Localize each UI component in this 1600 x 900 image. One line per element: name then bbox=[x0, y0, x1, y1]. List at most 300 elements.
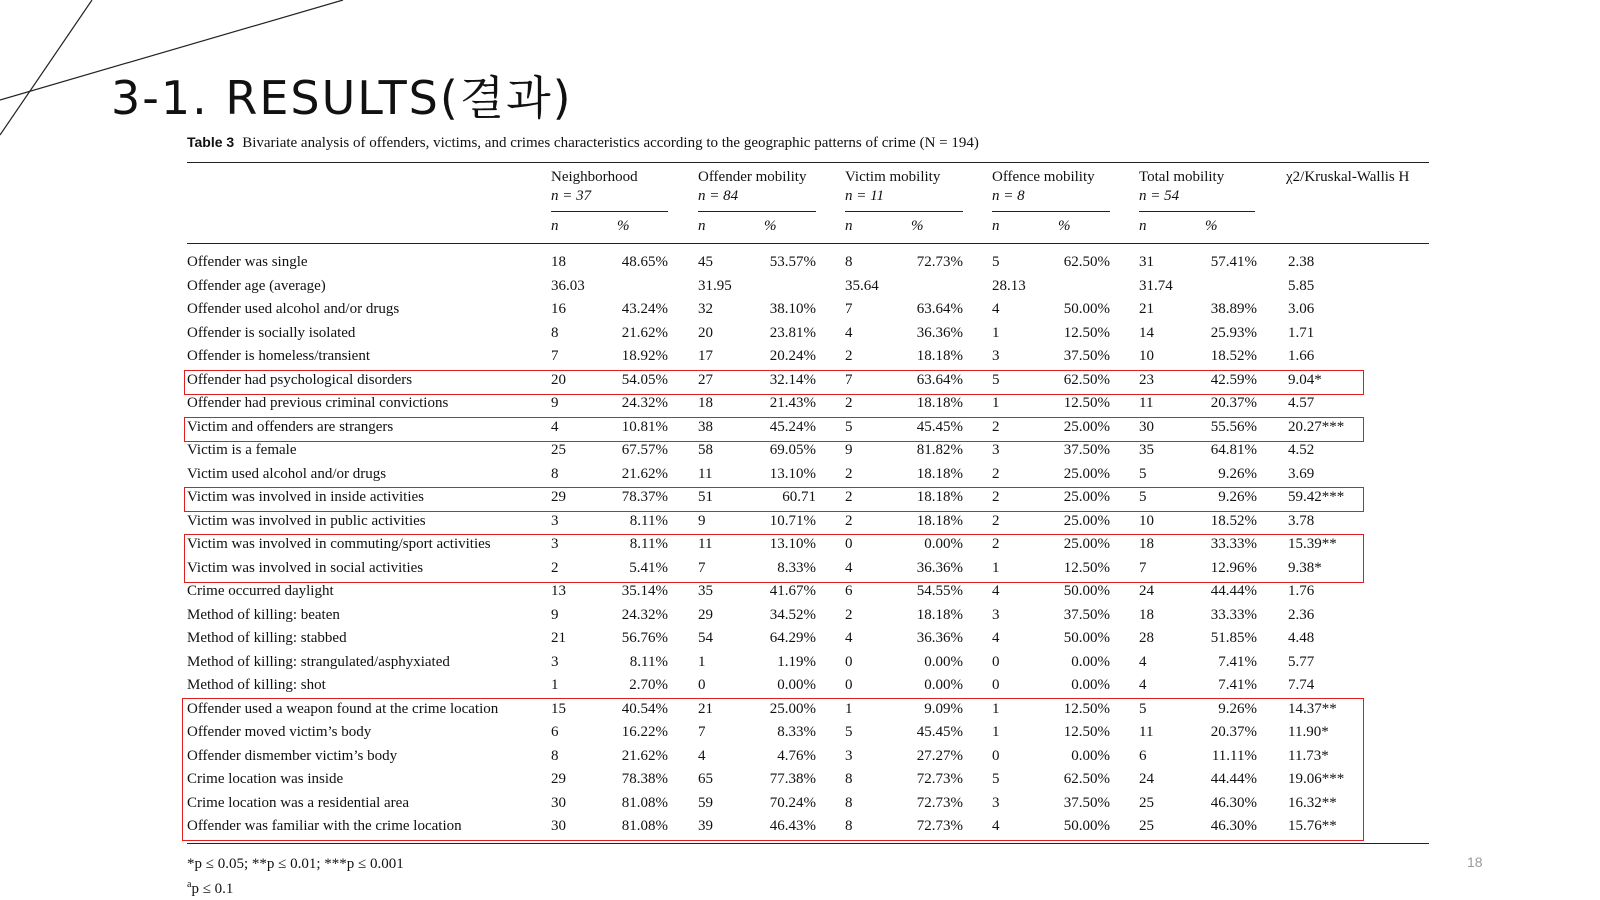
table-cell: 64.81% bbox=[1210, 442, 1257, 458]
table-cell: 25.00% bbox=[1063, 465, 1110, 482]
table-cell: 62.50% bbox=[1063, 371, 1110, 388]
table-row bbox=[0, 322, 1600, 346]
table-cell: 27 bbox=[698, 371, 713, 388]
row-label: Method of killing: stabbed bbox=[187, 630, 347, 646]
row-label: Offender used a weapon found at the crime location bbox=[187, 700, 499, 717]
table-cell: 18 bbox=[698, 395, 713, 411]
subheader-pct: % bbox=[764, 218, 777, 234]
table-cell: 2 bbox=[992, 465, 1000, 482]
table-row bbox=[0, 651, 1600, 675]
table-cell: 7.41% bbox=[1218, 653, 1257, 670]
table-cell: 17 bbox=[698, 348, 713, 364]
table-cell: 3 bbox=[992, 794, 1000, 811]
table-cell: 7.74 bbox=[1288, 677, 1315, 693]
table-cell: 18.18% bbox=[916, 395, 963, 411]
table-cell: 1.19% bbox=[777, 653, 816, 670]
table-cell: 72.73% bbox=[916, 818, 963, 834]
footnote-trend: $^a$p ≤ 0.1 bbox=[187, 879, 234, 897]
table-cell: 0 bbox=[992, 653, 1000, 670]
table-cell: 33.33% bbox=[1210, 606, 1257, 623]
table-cell: 31.95 bbox=[698, 277, 732, 294]
row-label: Offender was familiar with the crime location bbox=[187, 818, 462, 834]
table-cell: 23 bbox=[1139, 371, 1154, 388]
row-label: Crime location was inside bbox=[187, 771, 344, 787]
table-cell: 28.13 bbox=[992, 277, 1026, 294]
table-cell: 7 bbox=[698, 724, 706, 740]
table-cell: 29 bbox=[698, 606, 713, 623]
row-label: Victim was involved in social activities bbox=[187, 559, 424, 576]
table-cell: 1.76 bbox=[1288, 583, 1315, 599]
table-cell: 78.38% bbox=[621, 771, 668, 787]
row-label: Victim was involved in inside activities bbox=[187, 489, 424, 505]
table-row bbox=[0, 510, 1600, 534]
table-cell: 32 bbox=[698, 301, 713, 317]
table-cell: 45.24% bbox=[769, 418, 816, 435]
table-cell: 0 bbox=[845, 677, 853, 693]
table-cell: 44.44% bbox=[1210, 771, 1257, 787]
table-cell: 0 bbox=[845, 653, 853, 670]
table-cell: 36.36% bbox=[916, 559, 963, 576]
table-cell: 81.08% bbox=[621, 794, 668, 811]
row-label: Method of killing: strangulated/asphyxiated bbox=[187, 653, 450, 670]
table-cell: 54 bbox=[698, 630, 713, 646]
table-cell: 2.38 bbox=[1288, 254, 1315, 270]
table-cell: 20.37% bbox=[1210, 395, 1257, 411]
row-label: Offender had previous criminal convictions bbox=[187, 395, 449, 411]
table-cell: 5 bbox=[992, 771, 1000, 787]
table-cell: 31 bbox=[1139, 254, 1154, 270]
table-cell: 3.78 bbox=[1288, 512, 1315, 529]
group-underline bbox=[1139, 211, 1255, 212]
table-cell: 45.45% bbox=[916, 418, 963, 435]
table-cell: 65 bbox=[698, 771, 713, 787]
table-cell: 2 bbox=[845, 465, 853, 482]
row-label: Victim was involved in commuting/sport activities bbox=[187, 536, 491, 552]
table-cell: 38.10% bbox=[769, 301, 816, 317]
subheader-pct: % bbox=[1205, 218, 1218, 234]
table-cell: 11 bbox=[1139, 395, 1154, 411]
group-underline bbox=[698, 211, 816, 212]
row-label: Method of killing: beaten bbox=[187, 606, 340, 623]
table-cell: 8 bbox=[845, 794, 853, 811]
stat-header: χ2/Kruskal-Wallis H bbox=[1286, 169, 1410, 185]
table-cell: 21 bbox=[698, 700, 713, 717]
table-cell: 18.18% bbox=[916, 606, 963, 623]
table-row bbox=[0, 298, 1600, 322]
table-cell: 4 bbox=[551, 418, 559, 435]
table-cell: 4 bbox=[1139, 653, 1147, 670]
table-cell: 1.66 bbox=[1288, 348, 1315, 364]
table-cell: 9.26% bbox=[1218, 489, 1257, 505]
table-cell: 0 bbox=[698, 677, 706, 693]
table-cell: 53.57% bbox=[769, 254, 816, 270]
table-cell: 72.73% bbox=[916, 794, 963, 811]
table-cell: 9 bbox=[845, 442, 853, 458]
table-cell: 5 bbox=[992, 254, 1000, 270]
subheader-pct: % bbox=[1058, 218, 1071, 234]
table-cell: 43.24% bbox=[621, 301, 668, 317]
subheader-n: n bbox=[1139, 218, 1147, 234]
table-row bbox=[0, 345, 1600, 369]
table-cell: 21 bbox=[551, 630, 566, 646]
table-cell: 5.85 bbox=[1288, 277, 1315, 294]
table-cell: 25 bbox=[1139, 818, 1154, 834]
table-cell: 40.54% bbox=[621, 700, 668, 717]
table-cell: 3 bbox=[551, 653, 559, 670]
table-cell: 4 bbox=[698, 747, 706, 764]
table-cell: 1 bbox=[551, 677, 559, 693]
table-cell: 59 bbox=[698, 794, 713, 811]
table-cell: 9 bbox=[698, 512, 706, 529]
table-cell: 11.73* bbox=[1288, 747, 1329, 764]
table-cell: 24 bbox=[1139, 583, 1154, 599]
group-underline bbox=[992, 211, 1110, 212]
table-cell: 4 bbox=[992, 583, 1000, 599]
table-caption-label: Table 3 bbox=[187, 134, 235, 150]
table-cell: 81.08% bbox=[621, 818, 668, 834]
group-header-total-mobility: Total mobility n = 54 bbox=[1139, 169, 1225, 204]
table-caption-text: Bivariate analysis of offenders, victims, and crimes characteristics according to the geographic patterns of crime (N = 194) bbox=[242, 135, 979, 151]
table-cell: 9.09% bbox=[924, 700, 963, 717]
table-cell: 4 bbox=[845, 559, 853, 576]
table-cell: 29 bbox=[551, 771, 566, 787]
table-cell: 8.11% bbox=[629, 653, 668, 670]
table-cell: 13.10% bbox=[769, 465, 816, 482]
table-cell: 9 bbox=[551, 606, 559, 623]
table-cell: 8.11% bbox=[629, 536, 668, 552]
table-cell: 67.57% bbox=[621, 442, 668, 458]
table-cell: 1 bbox=[845, 700, 853, 717]
table-cell: 13 bbox=[551, 583, 566, 599]
table-cell: 21 bbox=[1139, 301, 1154, 317]
table-cell: 18.92% bbox=[621, 348, 668, 364]
table-cell: 5.77 bbox=[1288, 653, 1315, 670]
table-cell: 0.00% bbox=[924, 677, 963, 693]
table-cell: 78.37% bbox=[621, 489, 668, 505]
group-header-neighborhood: Neighborhood n = 37 bbox=[551, 169, 638, 204]
table-cell: 12.50% bbox=[1063, 324, 1110, 341]
row-label: Crime location was a residential area bbox=[187, 794, 409, 811]
table-cell: 36.36% bbox=[916, 324, 963, 341]
row-label: Victim is a female bbox=[187, 442, 297, 458]
table-cell: 7 bbox=[845, 301, 853, 317]
table-cell: 55.56% bbox=[1210, 418, 1257, 435]
table-cell: 25.00% bbox=[1063, 418, 1110, 435]
table-cell: 1 bbox=[992, 724, 1000, 740]
table-cell: 14 bbox=[1139, 324, 1154, 341]
table-cell: 70.24% bbox=[769, 794, 816, 811]
row-label: Victim used alcohol and/or drugs bbox=[187, 465, 387, 482]
table-cell: 12.50% bbox=[1063, 395, 1110, 411]
table-cell: 36.03 bbox=[551, 277, 585, 294]
row-label: Offender age (average) bbox=[187, 277, 326, 294]
subheader-n: n bbox=[845, 218, 853, 234]
table-cell: 63.64% bbox=[916, 371, 963, 388]
highlight-box bbox=[184, 534, 1364, 583]
footnote-significance: *p ≤ 0.05; **p ≤ 0.01; ***p ≤ 0.001 bbox=[187, 856, 404, 872]
table-cell: 18 bbox=[1139, 606, 1154, 623]
table-cell: 4.48 bbox=[1288, 630, 1315, 646]
table-cell: 15.76** bbox=[1288, 818, 1337, 834]
table-cell: 18.18% bbox=[916, 348, 963, 364]
table-cell: 30 bbox=[551, 794, 566, 811]
table-row bbox=[0, 439, 1600, 463]
table-cell: 45 bbox=[698, 254, 713, 270]
table-cell: 16.22% bbox=[621, 724, 668, 740]
highlight-box bbox=[184, 417, 1364, 442]
row-label: Offender was single bbox=[187, 254, 308, 270]
table-cell: 1.71 bbox=[1288, 324, 1315, 341]
row-label: Victim and offenders are strangers bbox=[187, 418, 394, 435]
table-cell: 8.33% bbox=[777, 559, 816, 576]
table-cell: 3 bbox=[992, 606, 1000, 623]
subheader-n: n bbox=[551, 218, 559, 234]
table-cell: 3 bbox=[551, 512, 559, 529]
table-cell: 12.50% bbox=[1063, 724, 1110, 740]
table-cell: 4 bbox=[845, 324, 853, 341]
table-row bbox=[0, 604, 1600, 628]
table-caption bbox=[187, 134, 979, 152]
table-cell: 48.65% bbox=[621, 254, 668, 270]
table-cell: 25.93% bbox=[1210, 324, 1257, 341]
table-row bbox=[0, 674, 1600, 698]
subheader-pct: % bbox=[617, 218, 630, 234]
table-cell: 21.62% bbox=[621, 324, 668, 341]
table-cell: 4.76% bbox=[777, 747, 816, 764]
table-cell: 18 bbox=[1139, 536, 1154, 552]
table-cell: 25.00% bbox=[1063, 489, 1110, 505]
table-cell: 2 bbox=[845, 606, 853, 623]
table-cell: 46.30% bbox=[1210, 818, 1257, 834]
table-cell: 0.00% bbox=[777, 677, 816, 693]
table-cell: 10.81% bbox=[621, 418, 668, 435]
page-number: 18 bbox=[1467, 854, 1483, 870]
table-cell: 10 bbox=[1139, 512, 1154, 529]
table-cell: 62.50% bbox=[1063, 771, 1110, 787]
table-cell: 35 bbox=[698, 583, 713, 599]
table-cell: 0 bbox=[992, 677, 1000, 693]
table-cell: 0.00% bbox=[1071, 747, 1110, 764]
table-cell: 72.73% bbox=[916, 771, 963, 787]
table-header-rule bbox=[187, 243, 1429, 244]
table-cell: 18.52% bbox=[1210, 348, 1257, 364]
table-cell: 25 bbox=[551, 442, 566, 458]
group-header-offender-mobility: Offender mobility n = 84 bbox=[698, 169, 807, 204]
row-label: Crime occurred daylight bbox=[187, 583, 334, 599]
table-cell: 64.29% bbox=[769, 630, 816, 646]
table-cell: 25.00% bbox=[1063, 536, 1110, 552]
table-cell: 4.57 bbox=[1288, 395, 1315, 411]
table-cell: 57.41% bbox=[1210, 254, 1257, 270]
table-cell: 19.06*** bbox=[1288, 771, 1345, 787]
group-underline bbox=[845, 211, 963, 212]
highlight-box bbox=[184, 487, 1364, 512]
table-cell: 2 bbox=[992, 512, 1000, 529]
table-cell: 10 bbox=[1139, 348, 1154, 364]
highlight-box bbox=[184, 370, 1364, 395]
table-cell: 0.00% bbox=[924, 536, 963, 552]
table-cell: 5 bbox=[1139, 700, 1147, 717]
table-cell: 56.76% bbox=[621, 630, 668, 646]
subheader-pct: % bbox=[911, 218, 924, 234]
table-cell: 4.52 bbox=[1288, 442, 1315, 458]
table-cell: 5 bbox=[992, 371, 1000, 388]
table-cell: 3.06 bbox=[1288, 301, 1315, 317]
table-cell: 69.05% bbox=[769, 442, 816, 458]
row-label: Offender moved victim’s body bbox=[187, 724, 372, 740]
table-cell: 3 bbox=[992, 442, 1000, 458]
table-cell: 21.62% bbox=[621, 747, 668, 764]
table-cell: 7 bbox=[698, 559, 706, 576]
table-cell: 21.62% bbox=[621, 465, 668, 482]
row-label: Victim was involved in public activities bbox=[187, 512, 426, 529]
table-cell: 3 bbox=[551, 536, 559, 552]
table-cell: 20 bbox=[698, 324, 713, 341]
table-cell: 29 bbox=[551, 489, 566, 505]
table-cell: 14.37** bbox=[1288, 700, 1337, 717]
table-cell: 58 bbox=[698, 442, 713, 458]
table-cell: 7 bbox=[1139, 559, 1147, 576]
table-cell: 4 bbox=[992, 301, 1000, 317]
table-cell: 11 bbox=[1139, 724, 1154, 740]
table-row bbox=[0, 275, 1600, 299]
table-cell: 18 bbox=[551, 254, 566, 270]
table-cell: 46.30% bbox=[1210, 794, 1257, 811]
table-cell: 8 bbox=[551, 465, 559, 482]
table-cell: 4 bbox=[845, 630, 853, 646]
table-cell: 8 bbox=[845, 818, 853, 834]
table-cell: 28 bbox=[1139, 630, 1154, 646]
table-cell: 50.00% bbox=[1063, 301, 1110, 317]
table-cell: 81.82% bbox=[916, 442, 963, 458]
table-cell: 7.41% bbox=[1218, 677, 1257, 693]
table-cell: 0.00% bbox=[924, 653, 963, 670]
table-cell: 0.00% bbox=[1071, 653, 1110, 670]
table-cell: 36.36% bbox=[916, 630, 963, 646]
group-header-offence-mobility: Offence mobility n = 8 bbox=[992, 169, 1095, 204]
table-cell: 6 bbox=[1139, 747, 1147, 764]
table-cell: 2.36 bbox=[1288, 606, 1315, 623]
table-cell: 2 bbox=[845, 512, 853, 529]
table-cell: 4 bbox=[1139, 677, 1147, 693]
table-cell: 2 bbox=[845, 348, 853, 364]
table-cell: 25.00% bbox=[1063, 512, 1110, 529]
table-cell: 9.26% bbox=[1218, 700, 1257, 717]
table-cell: 20.37% bbox=[1210, 724, 1257, 740]
slide-title: 3-1. RESULTS(결과) bbox=[111, 71, 573, 125]
row-label: Offender had psychological disorders bbox=[187, 371, 413, 388]
group-header-victim-mobility: Victim mobility n = 11 bbox=[845, 169, 941, 204]
table-cell: 0 bbox=[845, 536, 853, 552]
table-cell: 2 bbox=[551, 559, 559, 576]
table-cell: 6 bbox=[551, 724, 559, 740]
table-cell: 59.42*** bbox=[1288, 489, 1345, 505]
table-cell: 24.32% bbox=[621, 606, 668, 623]
table-cell: 12.96% bbox=[1210, 559, 1257, 576]
table-cell: 37.50% bbox=[1063, 348, 1110, 364]
table-cell: 32.14% bbox=[769, 371, 816, 388]
row-label: Offender is homeless/transient bbox=[187, 348, 371, 364]
table-cell: 33.33% bbox=[1210, 536, 1257, 552]
table-cell: 35.14% bbox=[621, 583, 668, 599]
table-cell: 7 bbox=[551, 348, 559, 364]
group-underline bbox=[551, 211, 668, 212]
table-cell: 54.05% bbox=[621, 371, 668, 388]
table-cell: 4 bbox=[992, 630, 1000, 646]
table-cell: 2 bbox=[992, 418, 1000, 435]
table-cell: 2 bbox=[992, 536, 1000, 552]
table-cell: 8.11% bbox=[629, 512, 668, 529]
table-cell: 44.44% bbox=[1210, 583, 1257, 599]
table-cell: 37.50% bbox=[1063, 442, 1110, 458]
table-cell: 1 bbox=[992, 700, 1000, 717]
table-row bbox=[0, 463, 1600, 487]
table-cell: 18.18% bbox=[916, 465, 963, 482]
row-label: Method of killing: shot bbox=[187, 677, 326, 693]
table-cell: 2 bbox=[845, 489, 853, 505]
table-row bbox=[0, 580, 1600, 604]
table-cell: 60.71 bbox=[782, 489, 816, 505]
table-cell: 25 bbox=[1139, 794, 1154, 811]
table-top-rule bbox=[187, 162, 1429, 163]
table-cell: 12.50% bbox=[1063, 559, 1110, 576]
table-cell: 25.00% bbox=[769, 700, 816, 717]
table-cell: 1 bbox=[698, 653, 706, 670]
table-cell: 4 bbox=[992, 818, 1000, 834]
table-cell: 16 bbox=[551, 301, 566, 317]
table-cell: 5 bbox=[845, 418, 853, 435]
table-bottom-rule bbox=[187, 843, 1429, 844]
table-cell: 41.67% bbox=[769, 583, 816, 599]
table-cell: 10.71% bbox=[769, 512, 816, 529]
table-cell: 37.50% bbox=[1063, 606, 1110, 623]
table-cell: 2 bbox=[845, 395, 853, 411]
table-cell: 27.27% bbox=[916, 747, 963, 764]
table-cell: 63.64% bbox=[916, 301, 963, 317]
table-cell: 38.89% bbox=[1210, 301, 1257, 317]
table-cell: 39 bbox=[698, 818, 713, 834]
table-cell: 24.32% bbox=[621, 395, 668, 411]
table-cell: 12.50% bbox=[1063, 700, 1110, 717]
table-cell: 8 bbox=[551, 324, 559, 341]
row-label: Offender used alcohol and/or drugs bbox=[187, 301, 400, 317]
table-cell: 9 bbox=[551, 395, 559, 411]
table-cell: 16.32** bbox=[1288, 794, 1337, 811]
table-cell: 11 bbox=[698, 465, 713, 482]
table-cell: 1 bbox=[992, 395, 1000, 411]
table-cell: 15.39** bbox=[1288, 536, 1337, 552]
table-cell: 20 bbox=[551, 371, 566, 388]
table-cell: 20.24% bbox=[769, 348, 816, 364]
table-cell: 2 bbox=[992, 489, 1000, 505]
table-cell: 34.52% bbox=[769, 606, 816, 623]
table-cell: 8.33% bbox=[777, 724, 816, 740]
subheader-n: n bbox=[698, 218, 706, 234]
table-cell: 18.52% bbox=[1210, 512, 1257, 529]
table-cell: 6 bbox=[845, 583, 853, 599]
row-label: Offender is socially isolated bbox=[187, 324, 356, 341]
table-cell: 3.69 bbox=[1288, 465, 1315, 482]
table-cell: 77.38% bbox=[769, 771, 816, 787]
table-cell: 5 bbox=[845, 724, 853, 740]
table-cell: 5 bbox=[1139, 489, 1147, 505]
table-cell: 50.00% bbox=[1063, 583, 1110, 599]
table-cell: 62.50% bbox=[1063, 254, 1110, 270]
table-cell: 38 bbox=[698, 418, 713, 435]
table-cell: 51 bbox=[698, 489, 713, 505]
table-cell: 5.41% bbox=[629, 559, 668, 576]
table-cell: 45.45% bbox=[916, 724, 963, 740]
